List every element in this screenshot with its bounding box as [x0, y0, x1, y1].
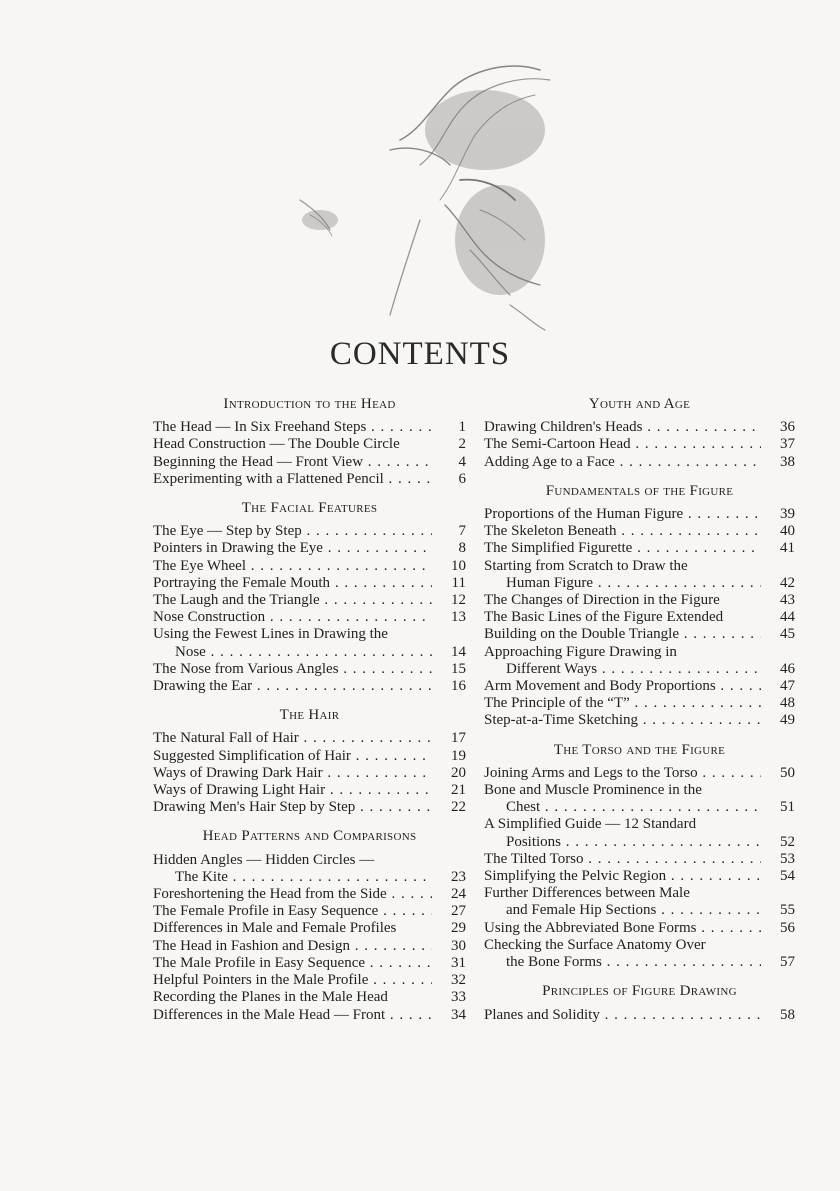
contents-right-column [484, 396, 795, 1036]
toc-entry-continuation: the Bone Forms . . . 57 [484, 954, 795, 971]
toc-entry: Foreshortening the Head from the Side . . . 24 [153, 886, 466, 903]
toc-entry-continuation: Positions . . . 52 [484, 834, 795, 851]
toc-entry: The Head in Fashion and Design . . . 30 [153, 938, 466, 955]
toc-entry: Drawing the Ear . . . 16 [153, 678, 466, 695]
section-heading: Introduction to the Head [223, 396, 396, 412]
toc-entry: Differences in the Male Head — Front . . . 34 [153, 1007, 466, 1024]
toc-section [484, 983, 795, 1023]
toc-entry-continuation: Human Figure . . . 42 [484, 575, 795, 592]
toc-entry: Bone and Muscle Prominence in the [484, 782, 702, 799]
toc-entry: Starting from Scratch to Draw the [484, 557, 688, 574]
toc-entry: The Natural Fall of Hair . . . 17 [153, 730, 466, 747]
toc-entry: Simplifying the Pelvic Region . . . 54 [484, 868, 795, 885]
toc-entry: Adding Age to a Face . . . 38 [484, 454, 795, 471]
toc-entry: The Changes of Direction in the Figure 43 [484, 592, 795, 609]
toc-entry: Using the Fewest Lines in Drawing the [153, 626, 388, 643]
toc-entry: Nose Construction . . . 13 [153, 609, 466, 626]
toc-entry: Arm Movement and Body Proportions . . . 47 [484, 678, 795, 695]
toc-section [153, 828, 466, 1023]
toc-entry: Using the Abbreviated Bone Forms . . . 56 [484, 920, 795, 937]
toc-entry: Helpful Pointers in the Male Profile . . . 32 [153, 972, 466, 989]
toc-entry: Building on the Double Triangle . . . 45 [484, 626, 795, 643]
toc-entry-continuation: Chest . . . 51 [484, 799, 795, 816]
toc-entry: The Simplified Figurette . . . 41 [484, 540, 795, 557]
toc-entry: Checking the Surface Anatomy Over [484, 936, 706, 953]
toc-entry: Proportions of the Human Figure . . . 39 [484, 506, 795, 523]
toc-entry-continuation: Different Ways . . . 46 [484, 661, 795, 678]
toc-entry-continuation: The Kite . . . 23 [153, 869, 466, 886]
toc-entry: The Skeleton Beneath . . . 40 [484, 523, 795, 540]
toc-entry: Planes and Solidity . . . 58 [484, 1007, 795, 1024]
toc-entry: The Head — In Six Freehand Steps . . . 1 [153, 419, 466, 436]
section-heading: The Facial Features [241, 500, 378, 517]
toc-entry: The Nose from Various Angles . . . 15 [153, 661, 466, 678]
section-heading: The Torso and the Figure [553, 741, 726, 758]
toc-entry: A Simplified Guide — 12 Standard [484, 816, 697, 833]
toc-entry: Portraying the Female Mouth . . . 11 [153, 575, 466, 592]
toc-section [153, 707, 466, 816]
section-heading: The Hair [279, 707, 340, 724]
toc-entry: Step-at-a-Time Sketching . . . 49 [484, 712, 795, 729]
toc-entry-continuation: Nose . . . 14 [153, 644, 466, 661]
toc-entry: Suggested Simplification of Hair . . . 19 [153, 748, 466, 765]
toc-entry: Ways of Drawing Dark Hair . . . 20 [153, 765, 466, 782]
toc-entry: Drawing Children's Heads . . . 36 [484, 419, 795, 436]
section-heading: Youth and Age [588, 396, 691, 412]
toc-entry: The Female Profile in Easy Sequence . . . 27 [153, 903, 466, 920]
toc-entry: Further Differences between Male [484, 885, 690, 902]
pencil-head-sketch-illustration [270, 40, 570, 340]
toc-entry: The Principle of the “T” . . . 48 [484, 695, 795, 712]
toc-entry: The Eye — Step by Step . . . 7 [153, 523, 466, 540]
toc-entry: The Basic Lines of the Figure Extended 44 [484, 609, 795, 626]
toc-entry: The Laugh and the Triangle . . . 12 [153, 592, 466, 609]
section-heading: Head Patterns and Comparisons [202, 828, 417, 845]
section-heading: Fundamentals of the Figure [545, 482, 734, 499]
toc-entry: The Semi-Cartoon Head . . . 37 [484, 436, 795, 453]
toc-entry: The Male Profile in Easy Sequence . . . 31 [153, 955, 466, 972]
toc-entry: The Eye Wheel . . . 10 [153, 558, 466, 575]
page-title: CONTENTS [329, 336, 511, 372]
toc-entry: The Tilted Torso . . . 53 [484, 851, 795, 868]
toc-entry: Differences in Male and Female Profiles 29 [153, 920, 466, 937]
toc-entry-continuation: and Female Hip Sections . . . 55 [484, 902, 795, 919]
toc-entry: Beginning the Head — Front View . . . 4 [153, 454, 466, 471]
toc-section [153, 500, 466, 695]
toc-entry: Joining Arms and Legs to the Torso . . . 50 [484, 765, 795, 782]
toc-entry: Hidden Angles — Hidden Circles — [153, 851, 375, 868]
toc-entry: Ways of Drawing Light Hair . . . 21 [153, 782, 466, 799]
toc-entry: Approaching Figure Drawing in [484, 643, 677, 660]
contents-left-column [153, 396, 466, 1036]
section-heading: Principles of Figure Drawing [542, 983, 737, 1000]
toc-entry: Recording the Planes in the Male Head 33 [153, 989, 466, 1006]
toc-section [484, 742, 795, 972]
toc-entry: Head Construction — The Double Circle 2 [153, 436, 466, 453]
toc-section [484, 396, 795, 471]
toc-section [484, 483, 795, 730]
toc-entry: Pointers in Drawing the Eye . . . 8 [153, 540, 466, 557]
toc-entry: Experimenting with a Flattened Pencil . . . 6 [153, 471, 466, 488]
toc-entry: Drawing Men's Hair Step by Step . . . 22 [153, 799, 466, 816]
toc-section [153, 396, 466, 488]
